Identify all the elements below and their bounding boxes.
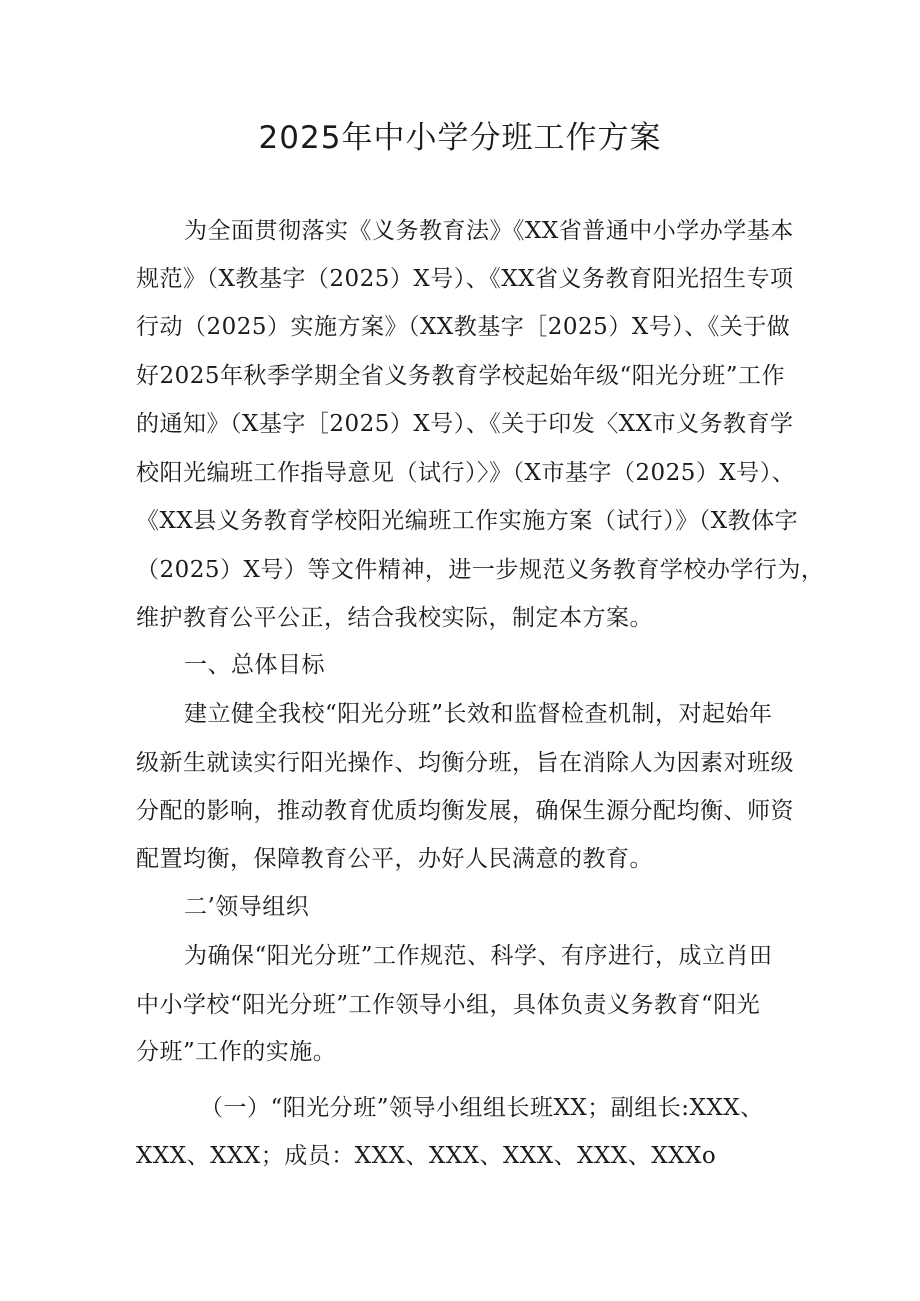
- paragraph-line: 为确保“阳光分班”工作规范、科学、有序进行，成立肖田: [184, 943, 773, 969]
- paragraph-line: 的通知》（X基字［2025）X号）、《关于印发〈XX市义务教育学: [136, 411, 794, 437]
- paragraph-line: 分班”工作的实施。: [136, 1039, 337, 1065]
- paragraph-line: （一）“阳光分班”领导小组组长班XX；副组长:XXX、: [200, 1095, 764, 1121]
- paragraph-line: 行动（2025）实施方案》（XX教基字［2025）X号）、《关于做: [136, 314, 791, 340]
- paragraph-line: 为全面贯彻落实《义务教育法》《XX省普通中小学办学基本: [184, 218, 794, 244]
- paragraph-line: 维护教育公平公正，结合我校实际，制定本方案。: [136, 605, 653, 631]
- section-heading: 二’领导组织: [184, 894, 310, 920]
- paragraph-line: （2025）X号）等文件精神，进一步规范义务教育学校办学行为，: [136, 557, 825, 583]
- paragraph-line: 中小学校“阳光分班”工作领导小组，具体负责义务教育“阳光: [136, 992, 761, 1018]
- paragraph-line: 规范》（X教基字（2025）X号）、《XX省义务教育阳光招生专项: [136, 266, 794, 292]
- paragraph-line: 《XX县义务教育学校阳光编班工作实施方案（试行）》（X教体字: [136, 508, 799, 534]
- document-title: 2025年中小学分班工作方案: [258, 120, 662, 156]
- paragraph-line: XXX、XXX；成员：XXX、XXX、XXX、XXX、XXXo: [136, 1143, 717, 1169]
- section-heading: 一、总体目标: [184, 652, 325, 678]
- paragraph-line: 分配的影响，推动教育优质均衡发展，确保生源分配均衡、师资: [136, 798, 794, 824]
- paragraph-line: 好2025年秋季学期全省义务教育学校起始年级“阳光分班”工作: [136, 363, 786, 389]
- paragraph-line: 校阳光编班工作指导意见（试行）〉》（X市基字（2025）X号）、: [136, 460, 796, 486]
- paragraph-line: 配置均衡，保障教育公平，办好人民满意的教育。: [136, 846, 653, 872]
- paragraph-line: 建立健全我校“阳光分班”长效和监督检查机制，对起始年: [184, 701, 773, 727]
- paragraph-line: 级新生就读实行阳光操作、均衡分班，旨在消除人为因素对班级: [136, 750, 794, 776]
